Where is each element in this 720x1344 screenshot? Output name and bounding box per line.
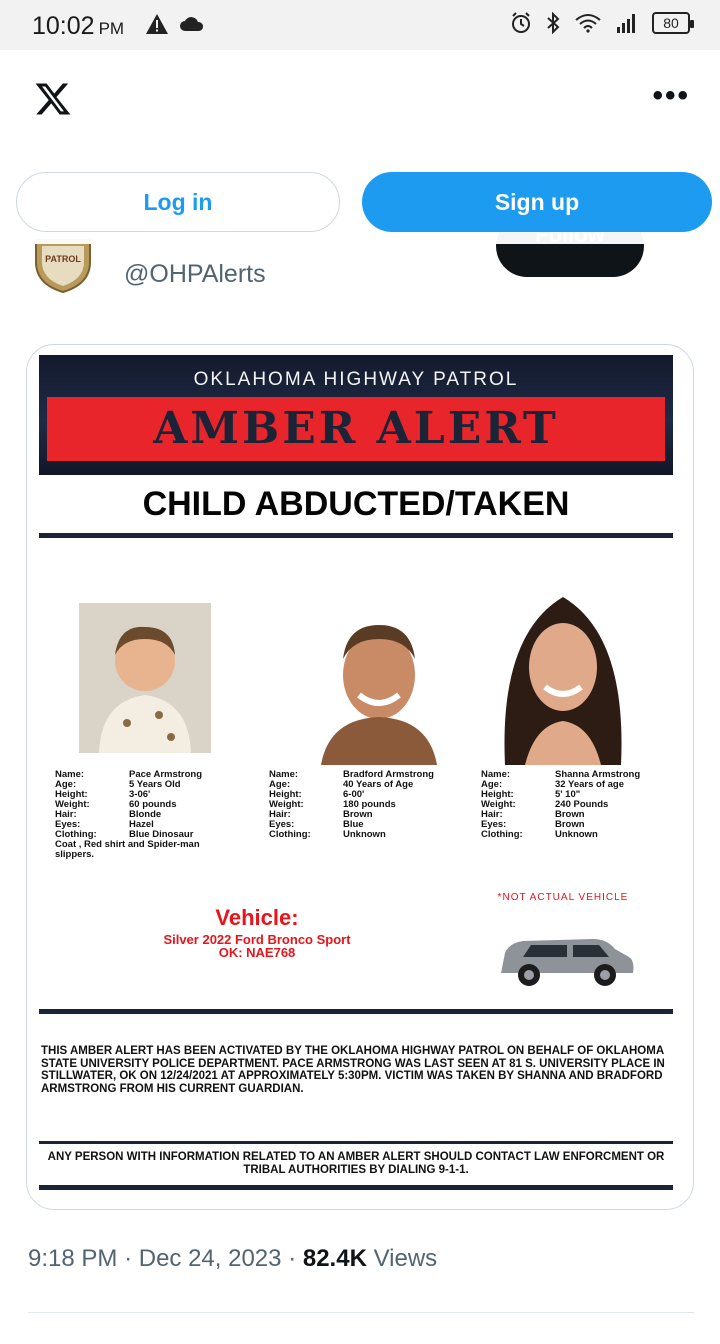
views-count: 82.4K	[302, 1245, 367, 1272]
log-in-button[interactable]: Log in	[16, 172, 340, 232]
status-time: 10:02 PM	[32, 12, 125, 40]
person-info-mother: Name: Shanna Armstrong Age: 32 Years of age Height: 5' 10" Weight: 240 Pounds Hair: Brown Eyes: Brown Clothing: Unknown	[481, 769, 641, 840]
not-actual-vehicle-note: *NOT ACTUAL VEHICLE	[497, 892, 629, 903]
warning-icon	[145, 13, 169, 35]
vehicle-title: Vehicle:	[215, 905, 299, 930]
profile-handle[interactable]: @OHPAlerts	[124, 260, 266, 288]
tweet-date[interactable]: Dec 24, 2023	[138, 1245, 282, 1272]
contact-instructions: ANY PERSON WITH INFORMATION RELATED TO AN AMBER ALERT SHOULD CONTACT LAW ENFORCMENT OR TRIBAL AUTHORITIES BY DIALING 9-1-1.	[47, 1151, 665, 1176]
flyer-alert-title: AMBER ALERT	[47, 397, 665, 461]
child-photo	[79, 603, 211, 753]
battery-indicator: 80	[652, 12, 690, 34]
x-logo-icon[interactable]	[34, 80, 72, 118]
amber-alert-flyer	[27, 345, 694, 1210]
status-bar	[0, 0, 720, 50]
alert-details-paragraph: THIS AMBER ALERT HAS BEEN ACTIVATED BY THE OKLAHOMA HIGHWAY PATROL ON BEHALF OF OKLAHOMA STATE UNIVERSITY POLICE DEPARTMENT. PACE ARMSTRONG WAS LAST SEEN AT 81 S. UNIVERSITY PLACE IN STILLWATER, OK ON 12/24/2021 AT APPROXIMATELY 5:30PM. VICTIM WAS TAKEN BY SHANNA AND BRADFORD ARMSTRONG FROM HIS CURRENT GUARDIAN.	[41, 1045, 665, 1095]
flyer-banner	[39, 355, 673, 475]
vehicle-image	[493, 925, 639, 995]
tweet-meta: 9:18 PM · Dec 24, 2023 · 82.4K Views	[28, 1245, 438, 1272]
wifi-icon	[574, 13, 602, 33]
adult-female-photo	[495, 575, 631, 765]
person-info-father: Name: Bradford Armstrong Age: 40 Years of Age Height: 6-00' Weight: 180 pounds Hair: Brown Eyes: Blue Clothing: Unknown	[269, 769, 434, 840]
media-card[interactable]	[26, 344, 694, 1210]
divider	[39, 533, 673, 538]
divider	[28, 1312, 694, 1313]
person-info-child: Name: Pace Armstrong Age: 5 Years Old Height: 3-06' Weight: 60 pounds Hair: Blonde Eyes: Hazel Clothing: Blue Dinosaur Coat , Red shirt and Spider-man slippers.	[55, 769, 203, 860]
tweet-time[interactable]: 9:18 PM	[28, 1245, 118, 1272]
divider	[39, 1185, 673, 1190]
flyer-headline: CHILD ABDUCTED/TAKEN	[142, 485, 570, 523]
divider	[39, 1141, 673, 1144]
more-options-button[interactable]: •••	[652, 79, 690, 112]
cloud-icon	[179, 15, 205, 33]
signal-icon	[616, 13, 638, 33]
flyer-agency: OKLAHOMA HIGHWAY PATROL	[193, 369, 519, 390]
alarm-icon	[510, 12, 532, 34]
adult-male-photo	[313, 595, 445, 765]
bluetooth-icon	[546, 12, 560, 34]
divider	[39, 1009, 673, 1014]
views-label: Views	[373, 1245, 438, 1272]
vehicle-description: Silver 2022 Ford Bronco Sport OK: NAE768	[163, 932, 351, 960]
sign-up-button[interactable]: Sign up	[362, 172, 712, 232]
svg-text:PATROL: PATROL	[45, 254, 81, 264]
